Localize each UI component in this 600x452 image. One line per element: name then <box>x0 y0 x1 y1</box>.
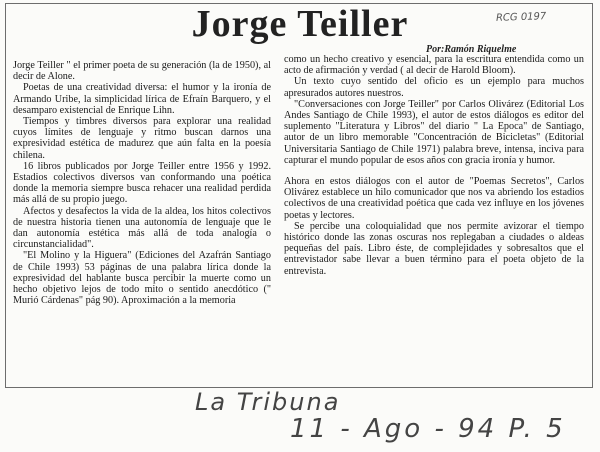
paragraph: Tiempos y timbres diversos para explorar una realidad cuyos límites de lenguaje y ritmo buscan darnos una expresividad estética de madurez que aún falta en la poesía chilena. <box>13 116 271 161</box>
paragraph: Un texto cuyo sentido del oficio es un ejemplo para muchos apresurados autores nuestros. <box>284 76 584 99</box>
paragraph: Afectos y desafectos la vida de la aldea, los hitos colectivos de nuestra historia tienen una autonomía de lenguaje que le dan autonomía estética más allá de toda analogía o circunstancialidad". <box>13 205 271 251</box>
paragraph: Poetas de una creatividad diversa: el humor y la ironía de Armando Uribe, la simplicidad lírica de Efraín Barquero, y el desamparo existencial de Enrique Lihn. <box>13 82 271 116</box>
handwritten-date-page: 11 - Ago - 94 P. 5 <box>290 414 566 444</box>
paragraph: "El Molino y la Higuera" (Ediciones del Azafrán Santiago de Chile 1993) 53 páginas de una palabra lírica donde la expresividad del hablante busca percibir la muerte como un hecho objetivo lejos de todo mito o sentido anecdótico (" Murió Cárdenas" pág 90). Aproximación a la memoria <box>13 250 271 307</box>
paragraph: Se percibe una coloquialidad que nos permite avizorar el tiempo histórico donde las zonas oscuras nos replegaban a ciudades o aldeas pequeñas del país. Libro éste, de complejidades y sobresaltos que el entrevistador sabe llevar a buen término para el poeta objeto de la entrevista. <box>284 220 584 277</box>
paragraph: 16 libros publicados por Jorge Teiller entre 1956 y 1992. Estadios colectivos diversos van conformando una poética donde la memoria siempre busca rehacer una realidad perdida más allá de su propio juego. <box>13 160 271 206</box>
article-column-left <box>13 60 271 306</box>
handwritten-source-note <box>195 388 595 452</box>
paragraph: Ahora en estos diálogos con el autor de "Poemas Secretos", Carlos Olivárez establece un hilo comunicador que nos va abriendo los estadios colectivos de una creatividad poética que cada vez influye en los jóvenes poetas y lectores. <box>284 176 584 221</box>
article-column-right <box>284 54 584 277</box>
paragraph: como un hecho creativo y esencial, para la escritura entendida como un acto de afirmación y verdad ( al decir de Harold Bloom). <box>284 54 584 77</box>
section-gap <box>284 166 584 176</box>
archive-stamp: RCG 0197 <box>495 11 547 24</box>
handwritten-newspaper-name: La Tribuna <box>195 388 341 416</box>
article-byline: Por:Ramón Riquelme <box>426 44 517 55</box>
article-headline: Jorge Teiller <box>191 3 409 45</box>
paragraph: "Conversaciones con Jorge Teiller" por Carlos Olivárez (Editorial Los Andes Santiago de Chile 1993), el autor de estos diálogos es editor del suplemento "Literatura y Libros" del diario " La Epoca" de Santiago, autor de un libro memorable "Concentración de Bicicletas" (Editorial Universitaria Santiago de Chile 1971) palabra breve, intensa, inciva para capturar el mundo popular de esos años con gracia ironía y humor. <box>284 98 584 166</box>
paragraph: Jorge Teiller " el primer poeta de su generación (la de 1950), al decir de Alone. <box>13 60 271 83</box>
